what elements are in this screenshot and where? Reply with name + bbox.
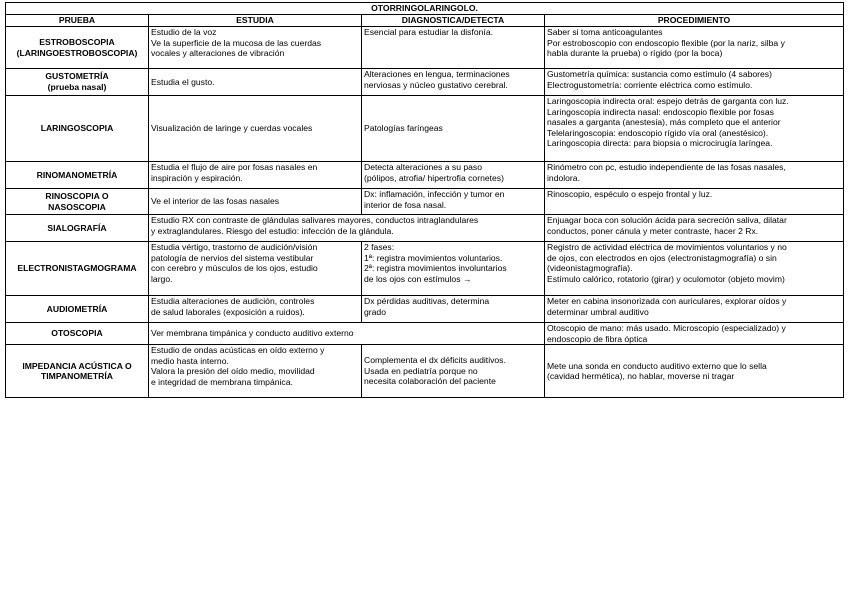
diagnostica-line: interior de fosa nasal. [364, 199, 447, 210]
diagnostica-line: Alteraciones en lengua, terminaciones [364, 69, 510, 79]
cell-diagnostica [362, 27, 545, 69]
cell-estudia-diagnostica [149, 215, 545, 242]
estudia-line: Estudio de ondas acústicas en oído externo y [151, 345, 325, 356]
cell-prueba [6, 345, 149, 398]
procedimiento-line: Mete una sonda en conducto auditivo externo que lo sella [547, 360, 767, 371]
cell-prueba [6, 242, 149, 296]
cell-procedimiento [545, 242, 844, 296]
prueba-line: IMPEDANCIA ACÚSTICA O [22, 360, 132, 371]
procedimiento-line: Laringoscopia indirecta nasal: endoscopio flexible por fosas [547, 106, 774, 117]
prueba-line: (LARINGOESTROBOSCOPIA) [16, 47, 138, 58]
cell-diagnostica [362, 345, 545, 398]
prueba-line: ESTROBOSCOPIA [39, 36, 115, 47]
estudia-line: y extraglandulares. Riesgo del estudio: infección de la glándula. [151, 225, 394, 236]
header-prueba: PRUEBA [6, 15, 149, 27]
estudia-line: Estudio RX con contraste de glándulas salivares mayores, conductos intraglandulares [151, 215, 479, 225]
procedimiento-line: Registro de actividad eléctrica de movimientos voluntarios y no [547, 242, 787, 252]
cell-diagnostica [362, 189, 545, 215]
prueba-line: OTOSCOPIA [51, 328, 103, 339]
estudia-line: de salud laborales (exposición a ruidos). [151, 306, 305, 317]
cell-prueba [6, 215, 149, 242]
estudia-line: Estudia el flujo de aire por fosas nasales en [151, 162, 318, 172]
estudia-line: Valora la presión del oído medio, movilidad [151, 366, 315, 377]
estudia-line: con cerebro y músculos de los ojos, estudio [151, 263, 318, 274]
table-row [6, 242, 844, 296]
cell-estudia [149, 296, 362, 323]
procedimiento-line: Otoscopio de mano: más usado. Microscopio (especializado) y [547, 323, 786, 333]
cell-diagnostica [362, 96, 545, 162]
estudia-line: Visualización de laringe y cuerdas vocales [151, 123, 313, 134]
table-row [6, 69, 844, 96]
diagnostica-line: Esencial para estudiar la disfonía. [364, 27, 493, 37]
prueba-line: AUDIOMETRÍA [46, 303, 108, 314]
table-body [6, 27, 844, 398]
procedimiento-line: habla durante la prueba) o rígido (por la boca) [547, 48, 723, 59]
prueba-line: SIALOGRAFÍA [47, 222, 107, 233]
header-procedimiento: PROCEDIMIENTO [545, 15, 844, 27]
estudia-line: Ver membrana timpánica y conducto auditivo externo [151, 328, 354, 339]
procedimiento-line: (videonistagmografía). [547, 263, 633, 274]
cell-diagnostica [362, 162, 545, 189]
prueba-line: ELECTRONISTAGMOGRAMA [17, 263, 137, 274]
cell-estudia [149, 27, 362, 69]
diagnostica-line: Patologías faríngeas [364, 123, 443, 134]
table-row [6, 215, 844, 242]
cell-procedimiento [545, 162, 844, 189]
cell-procedimiento [545, 345, 844, 398]
prueba-line: TIMPANOMETRÍA [41, 371, 113, 382]
procedimiento-line: Meter en cabina insonorizada con auriculares, explorar oídos y [547, 296, 787, 306]
cell-estudia [149, 96, 362, 162]
table-title: OTORRINGOLARINGOLO. [6, 3, 844, 15]
procedimiento-line: Laringoscopia directa: para biopsia o microcirugía laríngea. [547, 138, 773, 149]
diagnostica-line: Complementa el dx déficits auditivos. [364, 355, 506, 366]
cell-procedimiento [545, 215, 844, 242]
cell-diagnostica [362, 69, 545, 96]
procedimiento-line: de ojos, con electrodos en ojos (electronistagmografía) o sin [547, 252, 777, 263]
procedimiento-line: Por estroboscopio con endoscopio flexible (por la nariz, silba y [547, 37, 785, 48]
estudia-line: medio hasta interno. [151, 355, 229, 366]
diagnostica-line: de los ojos con estímulos → [364, 273, 472, 284]
cell-prueba [6, 296, 149, 323]
cell-prueba [6, 189, 149, 215]
estudia-line: Estudia alteraciones de audición, controles [151, 296, 315, 306]
prueba-line: RINOSCOPIA O [45, 190, 109, 201]
estudia-line: vocales y alteraciones de vibración [151, 48, 285, 59]
cell-estudia [149, 345, 362, 398]
cell-estudia [149, 242, 362, 296]
procedimiento-line: Saber si toma anticoagulantes [547, 27, 663, 37]
procedimiento-line: Laringoscopia indirecta oral: espejo detrás de garganta con luz. [547, 96, 789, 106]
cell-procedimiento [545, 296, 844, 323]
cell-diagnostica [362, 296, 545, 323]
estudia-line: Estudia el gusto. [151, 76, 215, 87]
cell-procedimiento [545, 189, 844, 215]
estudia-line: Estudio de la voz [151, 27, 217, 37]
cell-prueba [6, 323, 149, 345]
prueba-line: GUSTOMETRÍA [45, 71, 109, 82]
procedimiento-line: indolora. [547, 172, 580, 183]
diagnostica-line: 2 fases: [364, 242, 395, 252]
procedimiento-line: (cavidad hermética), no hablar, moverse ni tragar [547, 371, 735, 382]
cell-estudia [149, 162, 362, 189]
table-row [6, 345, 844, 398]
header-estudia: ESTUDIA [149, 15, 362, 27]
estudia-line: largo. [151, 273, 173, 284]
diagnostica-line: Dx: inflamación, infección y tumor en [364, 189, 505, 199]
diagnostica-line: (pólipos, atrofia/ hipertrofia cornetes) [364, 172, 504, 183]
cell-estudia [149, 189, 362, 215]
table-row [6, 323, 844, 345]
cell-diagnostica [362, 242, 545, 296]
cell-procedimiento [545, 27, 844, 69]
estudia-line: inspiración y espiración. [151, 172, 243, 183]
diagnostica-line: 1ª: registra movimientos voluntarios. [364, 252, 503, 263]
diagnostica-line: Detecta alteraciones a su paso [364, 162, 482, 172]
procedimiento-line: Enjuagar boca con solución ácida para secreción saliva, dilatar [547, 215, 787, 225]
otorrino-table [5, 2, 844, 398]
diagnostica-line: necesita colaboración del paciente [364, 376, 496, 387]
table-row [6, 296, 844, 323]
diagnostica-line: Dx pérdidas auditivas, determina [364, 296, 490, 306]
table-row [6, 162, 844, 189]
prueba-line: NASOSCOPIA [48, 201, 106, 212]
header-diagnostica: DIAGNOSTICA/DETECTA [362, 15, 545, 27]
procedimiento-line: determinar umbral auditivo [547, 306, 649, 317]
procedimiento-line: Estímulo calórico, rotatorio (girar) y oculomotor (objeto movim) [547, 273, 785, 284]
diagnostica-line: nerviosas y núcleo gustativo cerebral. [364, 79, 508, 90]
procedimiento-line: nasales a garganta (anestesia), más completo que el anterior [547, 117, 781, 128]
estudia-line: e integridad de membrana timpánica. [151, 376, 293, 387]
prueba-line: RINOMANOMETRÍA [36, 169, 118, 180]
cell-procedimiento [545, 323, 844, 345]
diagnostica-line: Usada en pediatría porque no [364, 365, 478, 376]
estudia-line: Estudia vértigo, trastorno de audición/visión [151, 242, 318, 252]
estudia-line: patología de nervios del sistema vestibular [151, 252, 314, 263]
cell-prueba [6, 162, 149, 189]
cell-procedimiento [545, 69, 844, 96]
procedimiento-line: Electrogustometría: corriente eléctrica como estímulo. [547, 79, 753, 90]
cell-prueba [6, 96, 149, 162]
cell-procedimiento [545, 96, 844, 162]
diagnostica-line: 2ª: registra movimientos involuntarios [364, 263, 507, 274]
document-sheet [5, 2, 843, 398]
cell-prueba [6, 69, 149, 96]
procedimiento-line: Gustometría química: sustancia como estímulo (4 sabores) [547, 69, 772, 79]
procedimiento-line: conductos, poner cánula y meter contraste, hacer 2 Rx. [547, 225, 759, 236]
diagnostica-line: grado [364, 306, 386, 317]
procedimiento-line: Telelaringoscopia: endoscopio rígido vía oral (anestésico). [547, 127, 769, 138]
cell-estudia-diagnostica [149, 323, 545, 345]
table-row [6, 189, 844, 215]
procedimiento-line: Rinoscopio, espéculo o espejo frontal y luz. [547, 189, 713, 199]
estudia-line: Ve el interior de las fosas nasales [151, 196, 280, 207]
prueba-line: (prueba nasal) [47, 82, 107, 92]
procedimiento-line: endoscopio de fibra óptica [547, 333, 648, 344]
estudia-line: Ve la superficie de la mucosa de las cuerdas [151, 37, 322, 48]
procedimiento-line: Rinómetro con pc, estudio independiente de las fosas nasales, [547, 162, 786, 172]
cell-prueba [6, 27, 149, 69]
table-row [6, 96, 844, 162]
prueba-line: LARINGOSCOPIA [40, 123, 114, 134]
cell-estudia [149, 69, 362, 96]
table-row [6, 27, 844, 69]
